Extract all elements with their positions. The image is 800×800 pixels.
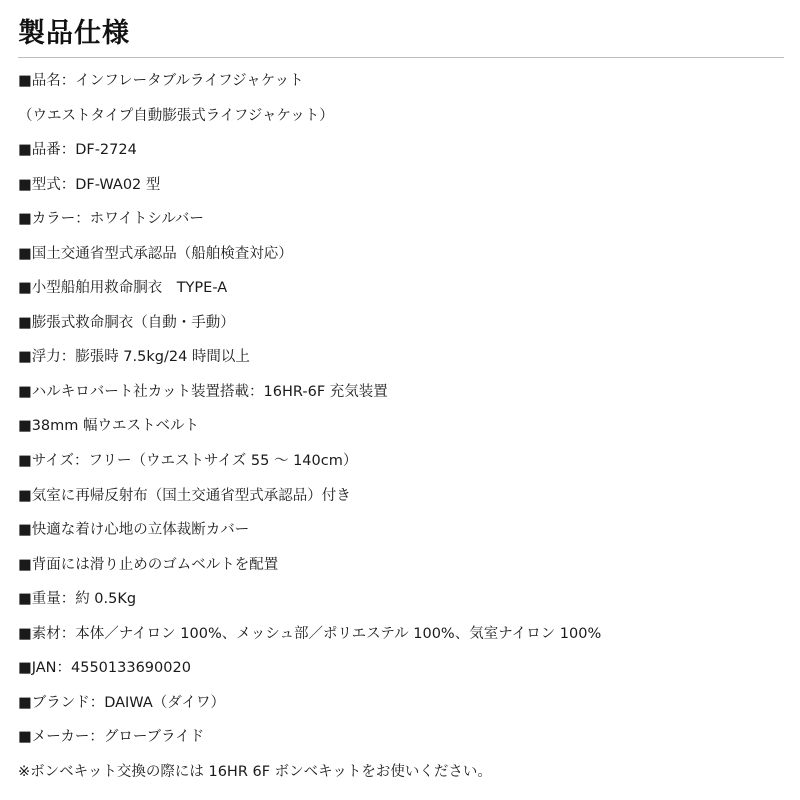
page-title: 製品仕様 [18, 18, 130, 49]
spec-item-cylinder-note: ※ボンベキット交換の際には 16HR 6F ボンベキットをお使いください。 [18, 763, 492, 780]
spec-item-model: ■型式：DF-WA02 型 [18, 176, 161, 193]
spec-item-jan: ■JAN：4550133690020 [18, 660, 191, 677]
spec-item-product-type-note: （ウエストタイプ自動膨張式ライフジャケット） [18, 107, 334, 124]
spec-item-belt: ■38mm 幅ウエストベルト [18, 418, 200, 435]
spec-item-cover: ■快適な着け心地の立体裁断カバー [18, 522, 250, 539]
spec-item-back-grip: ■背面には滑り止めのゴムベルトを配置 [18, 556, 279, 573]
spec-item-inflator: ■ハルキロバート社カット装置搭載：16HR-6F 充気装置 [18, 383, 388, 400]
title-divider [18, 57, 784, 58]
spec-list [18, 64, 788, 789]
spec-item-weight: ■重量：約 0.5Kg [18, 591, 137, 608]
spec-item-size: ■サイズ：フリー（ウエストサイズ 55 〜 140cm） [18, 453, 358, 470]
spec-item-material: ■素材：本体／ナイロン 100%、メッシュ部／ポリエステル 100%、気室ナイロン 100% [18, 625, 602, 642]
spec-item-product-name: ■品名：インフレータブルライフジャケット [18, 73, 304, 89]
spec-item-approval: ■国土交通省型式承認品（船舶検査対応） [18, 245, 293, 262]
spec-item-product-number: ■品番：DF-2724 [18, 142, 137, 159]
spec-item-buoyancy: ■浮力：膨張時 7.5kg/24 時間以上 [18, 349, 250, 366]
spec-item-vessel-type: ■小型船舶用救命胴衣 TYPE-A [18, 280, 228, 297]
spec-item-brand: ■ブランド：DAIWA（ダイワ） [18, 694, 225, 711]
spec-item-maker: ■メーカー：グローブライド [18, 729, 205, 746]
spec-item-reflective: ■気室に再帰反射布（国土交通省型式承認品）付き [18, 487, 351, 504]
spec-item-color: ■カラー：ホワイトシルバー [18, 211, 204, 228]
spec-item-inflation-type: ■膨張式救命胴衣（自動・手動） [18, 314, 235, 331]
